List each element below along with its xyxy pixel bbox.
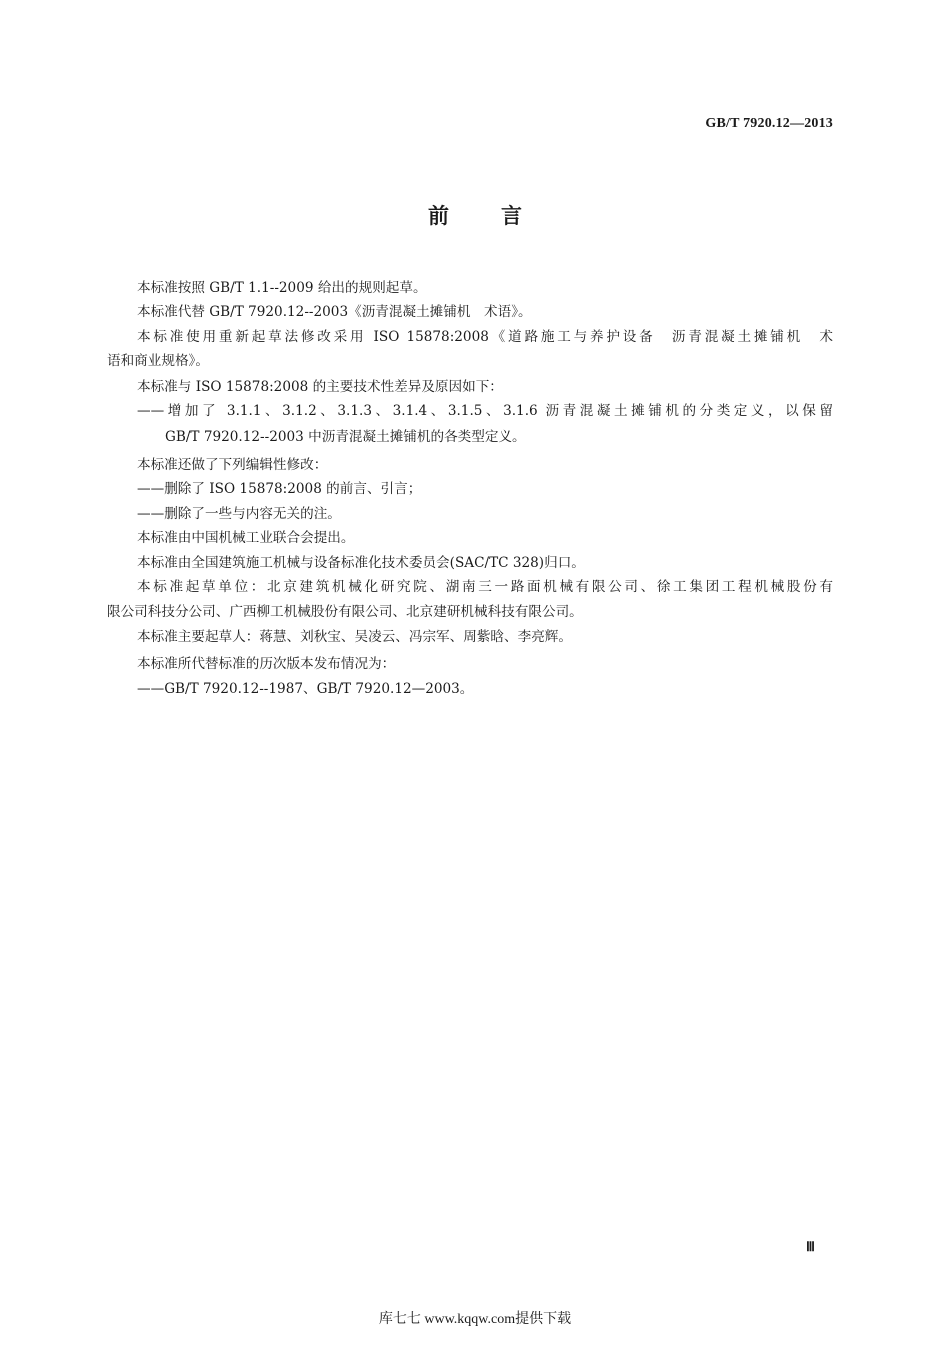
page-title: 前言 bbox=[428, 204, 574, 228]
paragraph-line: 语和商业规格》。 bbox=[107, 353, 209, 369]
paragraph-line: 本标准按照 GB/T 1.1--2009 给出的规则起草。 bbox=[137, 280, 427, 296]
paragraph-line: 本标准与 ISO 15878:2008 的主要技术性差异及原因如下： bbox=[137, 379, 503, 395]
paragraph-line: 本标准使用重新起草法修改采用 ISO 15878:2008《道路施工与养护设备 沥青混凝土摊铺机 术 bbox=[137, 329, 833, 345]
list-item-line: ——删除了一些与内容无关的注。 bbox=[137, 506, 341, 522]
list-item-line: ——GB/T 7920.12--1987、GB/T 7920.12—2003。 bbox=[137, 681, 474, 697]
list-item-line: ——删除了 ISO 15878:2008 的前言、引言； bbox=[137, 481, 422, 497]
paragraph-line: 本标准起草单位：北京建筑机械化研究院、湖南三一路面机械有限公司、徐工集团工程机械股份有 bbox=[137, 579, 833, 595]
paragraph-line: 本标准主要起草人：蒋慧、刘秋宝、吴凌云、冯宗军、周紫晗、李亮辉。 bbox=[137, 629, 572, 645]
standard-number-header: GB/T 7920.12—2013 bbox=[705, 116, 833, 131]
list-item-line: GB/T 7920.12--2003 中沥青混凝土摊铺机的各类型定义。 bbox=[165, 429, 526, 445]
paragraph-line: 本标准所代替标准的历次版本发布情况为： bbox=[137, 656, 396, 672]
paragraph-line: 限公司科技分公司、广西柳工机械股份有限公司、北京建研机械科技有限公司。 bbox=[107, 604, 583, 620]
download-footer: 库七七 www.kqqw.com提供下载 bbox=[378, 1312, 572, 1327]
paragraph-line: 本标准由中国机械工业联合会提出。 bbox=[137, 530, 355, 546]
paragraph-line: 本标准还做了下列编辑性修改： bbox=[137, 457, 328, 473]
page-number: Ⅲ bbox=[806, 1239, 815, 1254]
list-item-line: ——增加了 3.1.1、3.1.2、3.1.3、3.1.4、3.1.5、3.1.6 沥青混凝土摊铺机的分类定义，以保留 bbox=[137, 403, 833, 419]
paragraph-line: 本标准由全国建筑施工机械与设备标准化技术委员会(SAC/TC 328)归口。 bbox=[137, 555, 585, 571]
paragraph-line: 本标准代替 GB/T 7920.12--2003《沥青混凝土摊铺机 术语》。 bbox=[137, 304, 532, 320]
